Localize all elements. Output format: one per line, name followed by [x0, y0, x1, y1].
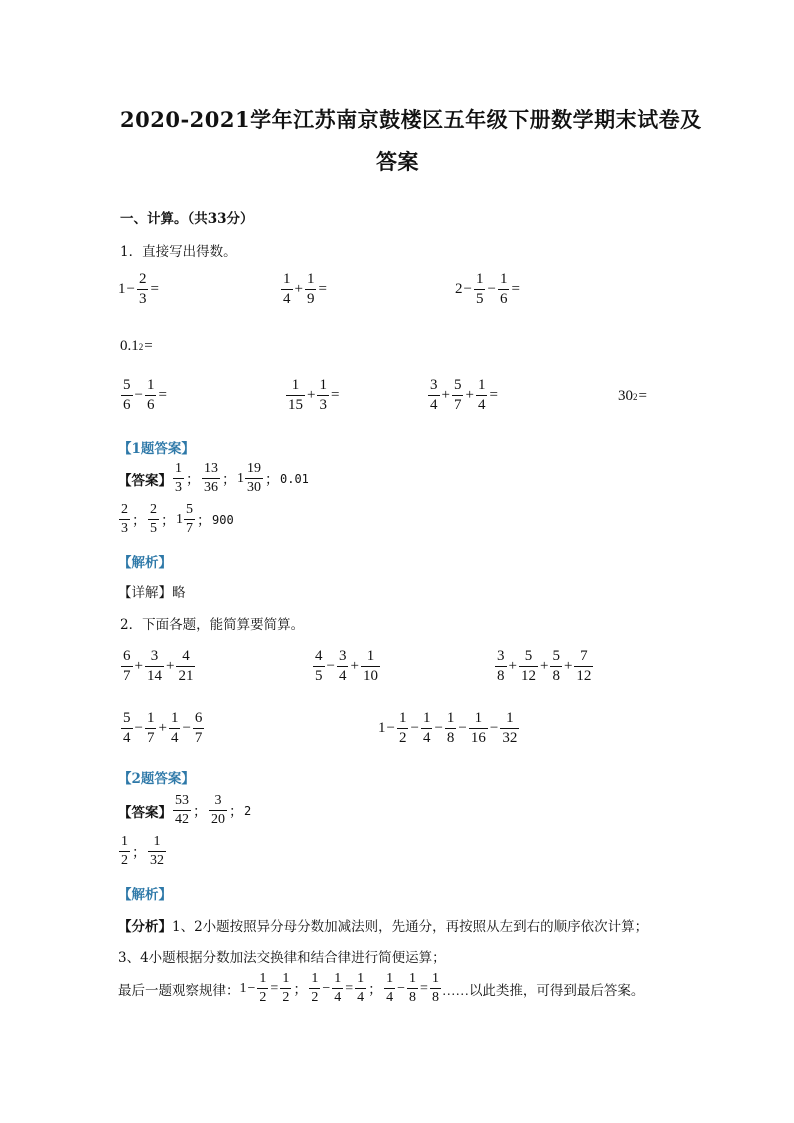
expr-5: $\frac{5}{6}$ − $\frac{1}{6}$ =: [123, 377, 167, 413]
expr-q2-5: 1 − $\frac{1}{2}$ − $\frac{1}{4}$ − $\frac{1}{8}$ − $\frac{1}{16}$ − $\frac{1}{32}$: [378, 710, 518, 746]
analysis-line-1: 【分析】1、2小题按照异分母分数加减法则，先通分，再按照从左到右的顺序依次计算；: [118, 919, 649, 935]
question-2-stem: 2．下面各题，能简算要简算。: [120, 617, 305, 633]
analysis-heading-2: 【解析】: [118, 887, 172, 903]
expr-1: 1 − $\frac{2}{3}$ =: [118, 271, 159, 307]
answer-2-line1: 【答案】 $\frac{53}{42}$ ； $\frac{3}{20}$ ； 2: [118, 793, 252, 827]
page-title-line2: 答案: [376, 149, 419, 174]
answer-heading-2: 【2题答案】: [118, 771, 195, 787]
analysis-heading-1: 【解析】: [118, 555, 172, 571]
expr-q2-2: $\frac{4}{5}$ − $\frac{3}{4}$ + $\frac{1}{10}$: [315, 648, 378, 684]
section-heading: 一、计算。（共33分）: [120, 211, 254, 227]
expr-q2-4: $\frac{5}{4}$ − $\frac{1}{7}$ + $\frac{1}{4}$ − $\frac{6}{7}$: [123, 710, 203, 746]
answer-1-line2: $\frac{2}{3}$ ； $\frac{2}{5}$ ； 1 $\frac{5}{7}$ ； 900: [121, 502, 234, 536]
analysis-line-3: 最后一题观察规律： 1 − $\frac{1}{2}$ = $\frac{1}{2}$ ； $\frac{1}{2}$ − $\frac{1}{4}$ = $\frac{1}{4}$ ； $\frac{1}{4}$ − $\frac{1}{8}$ = $\frac{1}{8}$ ……以此类推，可得到最后答案。: [118, 971, 645, 1005]
expr-q2-1: $\frac{6}{7}$ + $\frac{3}{14}$ + $\frac{4}{21}$: [123, 648, 194, 684]
expr-4: 0.1 2 =: [120, 338, 153, 354]
answer-label: 【答案】: [118, 472, 172, 488]
answer-label: 【答案】: [118, 804, 172, 820]
expr-8: 30 2 =: [618, 388, 647, 404]
page-title-line1: 2020-2021学年江苏南京鼓楼区五年级下册数学期末试卷及: [120, 107, 702, 132]
detail-1: 【详解】略: [118, 585, 186, 601]
expr-6: $\frac{1}{15}$ + $\frac{1}{3}$ =: [288, 377, 340, 413]
answer-heading-1: 【1题答案】: [118, 441, 195, 457]
analysis-line-2: 3、4小题根据分数加法交换律和结合律进行简便运算；: [118, 950, 446, 966]
expr-2: $\frac{1}{4}$ + $\frac{1}{9}$ =: [283, 271, 327, 307]
answer-2-line2: $\frac{1}{2}$ ； $\frac{1}{32}$: [121, 834, 164, 868]
expr-q2-3: $\frac{3}{8}$ + $\frac{5}{12}$ + $\frac{5}{8}$ + $\frac{7}{12}$: [497, 648, 592, 684]
question-1-stem: 1．直接写出得数。: [120, 244, 237, 260]
expr-7: $\frac{3}{4}$ + $\frac{5}{7}$ + $\frac{1}{4}$ =: [430, 377, 498, 413]
expr-3: 2 − $\frac{1}{5}$ − $\frac{1}{6}$ =: [455, 271, 520, 307]
answer-1-line1: 【答案】 $\frac{1}{3}$ ； $\frac{13}{36}$ ； 1 $\frac{19}{30}$ ； 0.01: [118, 461, 309, 495]
